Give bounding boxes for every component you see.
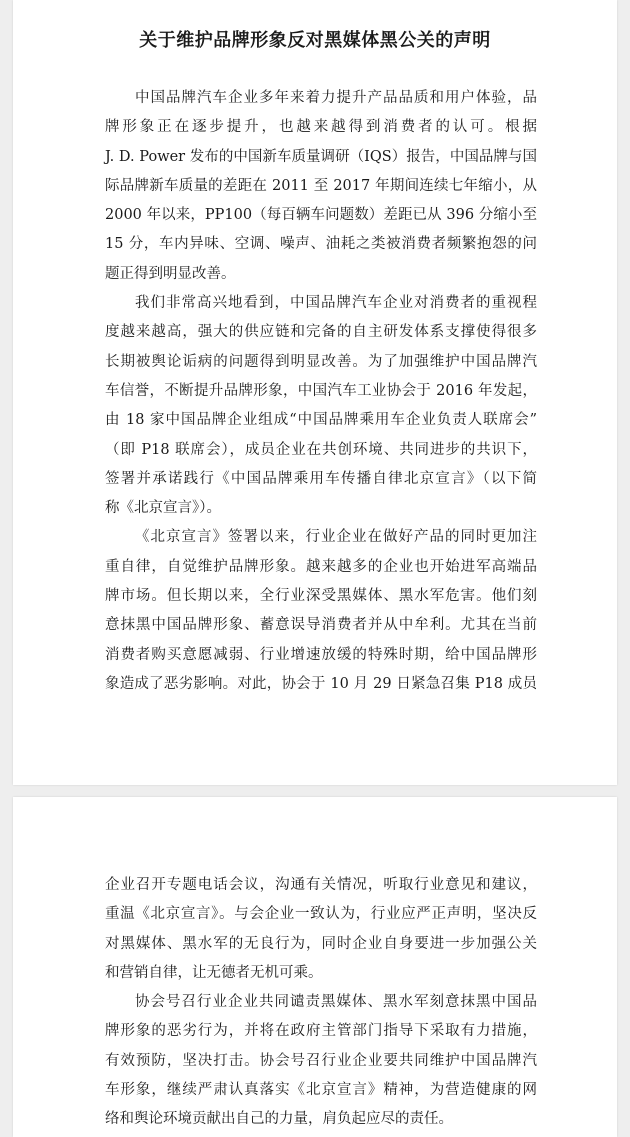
- text-line: 称《北京宣言》）。: [105, 500, 221, 517]
- text-line: 长期被舆论诟病的问题得到明显改善。为了加强维护中国品牌汽: [105, 353, 537, 370]
- document-page-1: [13, 0, 617, 785]
- text-line: 对黑媒体、黑水军的无良行为，同时企业自身要进一步加强公关: [105, 935, 537, 952]
- text-line: 2000 年以来，PP100（每百辆车问题数）差距已从 396 分缩小至: [105, 207, 537, 224]
- text-line: 企业召开专题电话会议，沟通有关情况，听取行业意见和建议，: [105, 877, 537, 893]
- text-line: 象造成了恶劣影响。对此，协会于 10 月 29 日紧急召集 P18 成员: [105, 675, 537, 692]
- text-line: 由 18 家中国品牌企业组成“中国品牌乘用车企业负责人联席会”: [105, 412, 537, 429]
- page-1-body: [105, 84, 537, 699]
- text-line: （即 P18 联席会），成员企业在共创环境、共同进步的共识下，: [105, 441, 537, 458]
- document-page-2: [13, 797, 617, 1137]
- text-line: 签署并承诺践行《中国品牌乘用车传播自律北京宣言》（以下简: [105, 470, 537, 487]
- text-line: 重温《北京宣言》。与会企业一致认为，行业应严正声明，坚决反: [105, 906, 537, 923]
- text-line: 度越来越高，强大的供应链和完备的自主研发体系支撑使得很多: [105, 324, 537, 341]
- text-line: 15 分，车内异味、空调、噪声、油耗之类被消费者频繁抱怨的问: [105, 236, 537, 253]
- text-line: 有效预防，坚决打击。协会号召行业企业要共同维护中国品牌汽: [105, 1052, 537, 1069]
- text-line: 际品牌新车质量的差距在 2011 至 2017 年期间连续七年缩小，从: [105, 177, 537, 194]
- text-line: 消费者购买意愿减弱、行业增速放缓的特殊时期，给中国品牌形: [105, 646, 537, 663]
- text-line: 牌市场。但长期以来，全行业深受黑媒体、黑水军危害。他们刻: [105, 588, 537, 605]
- text-line: 意抹黑中国品牌形象、蓄意误导消费者并从中牟利。尤其在当前: [105, 617, 537, 634]
- text-line: 重自律，自觉维护品牌形象。越来越多的企业也开始进军高端品: [105, 558, 537, 575]
- text-line: 《北京宣言》签署以来，行业企业在做好产品的同时更加注: [135, 529, 537, 546]
- text-line: 和营销自律，让无德者无机可乘。: [105, 964, 323, 981]
- text-line: 我们非常高兴地看到，中国品牌汽车企业对消费者的重视程: [135, 295, 537, 312]
- text-line: 车形象，继续严肃认真落实《北京宣言》精神，为营造健康的网: [105, 1082, 537, 1099]
- text-line: 车信誉，不断提升品牌形象，中国汽车工业协会于 2016 年发起，: [105, 382, 537, 399]
- page-2-body: [105, 871, 537, 1135]
- text-line: 络和舆论环境贡献出自己的力量，肩负起应尽的责任。: [105, 1111, 453, 1128]
- text-line: 协会号召行业企业共同谴责黑媒体、黑水军刻意抹黑中国品: [135, 994, 537, 1011]
- text-line: 题正得到明显改善。: [105, 265, 236, 282]
- text-line: J. D. Power 发布的中国新车质量调研（IQS）报告，中国品牌与国: [105, 148, 537, 165]
- text-line: 中国品牌汽车企业多年来着力提升产品品质和用户体验，品: [135, 90, 537, 106]
- text-line: 牌形象的恶劣行为，并将在政府主管部门指导下采取有力措施，: [105, 1023, 537, 1040]
- document-title: 关于维护品牌形象反对黑媒体黑公关的声明: [139, 30, 491, 51]
- text-line: 牌形象正在逐步提升，也越来越得到消费者的认可。根据: [105, 119, 537, 136]
